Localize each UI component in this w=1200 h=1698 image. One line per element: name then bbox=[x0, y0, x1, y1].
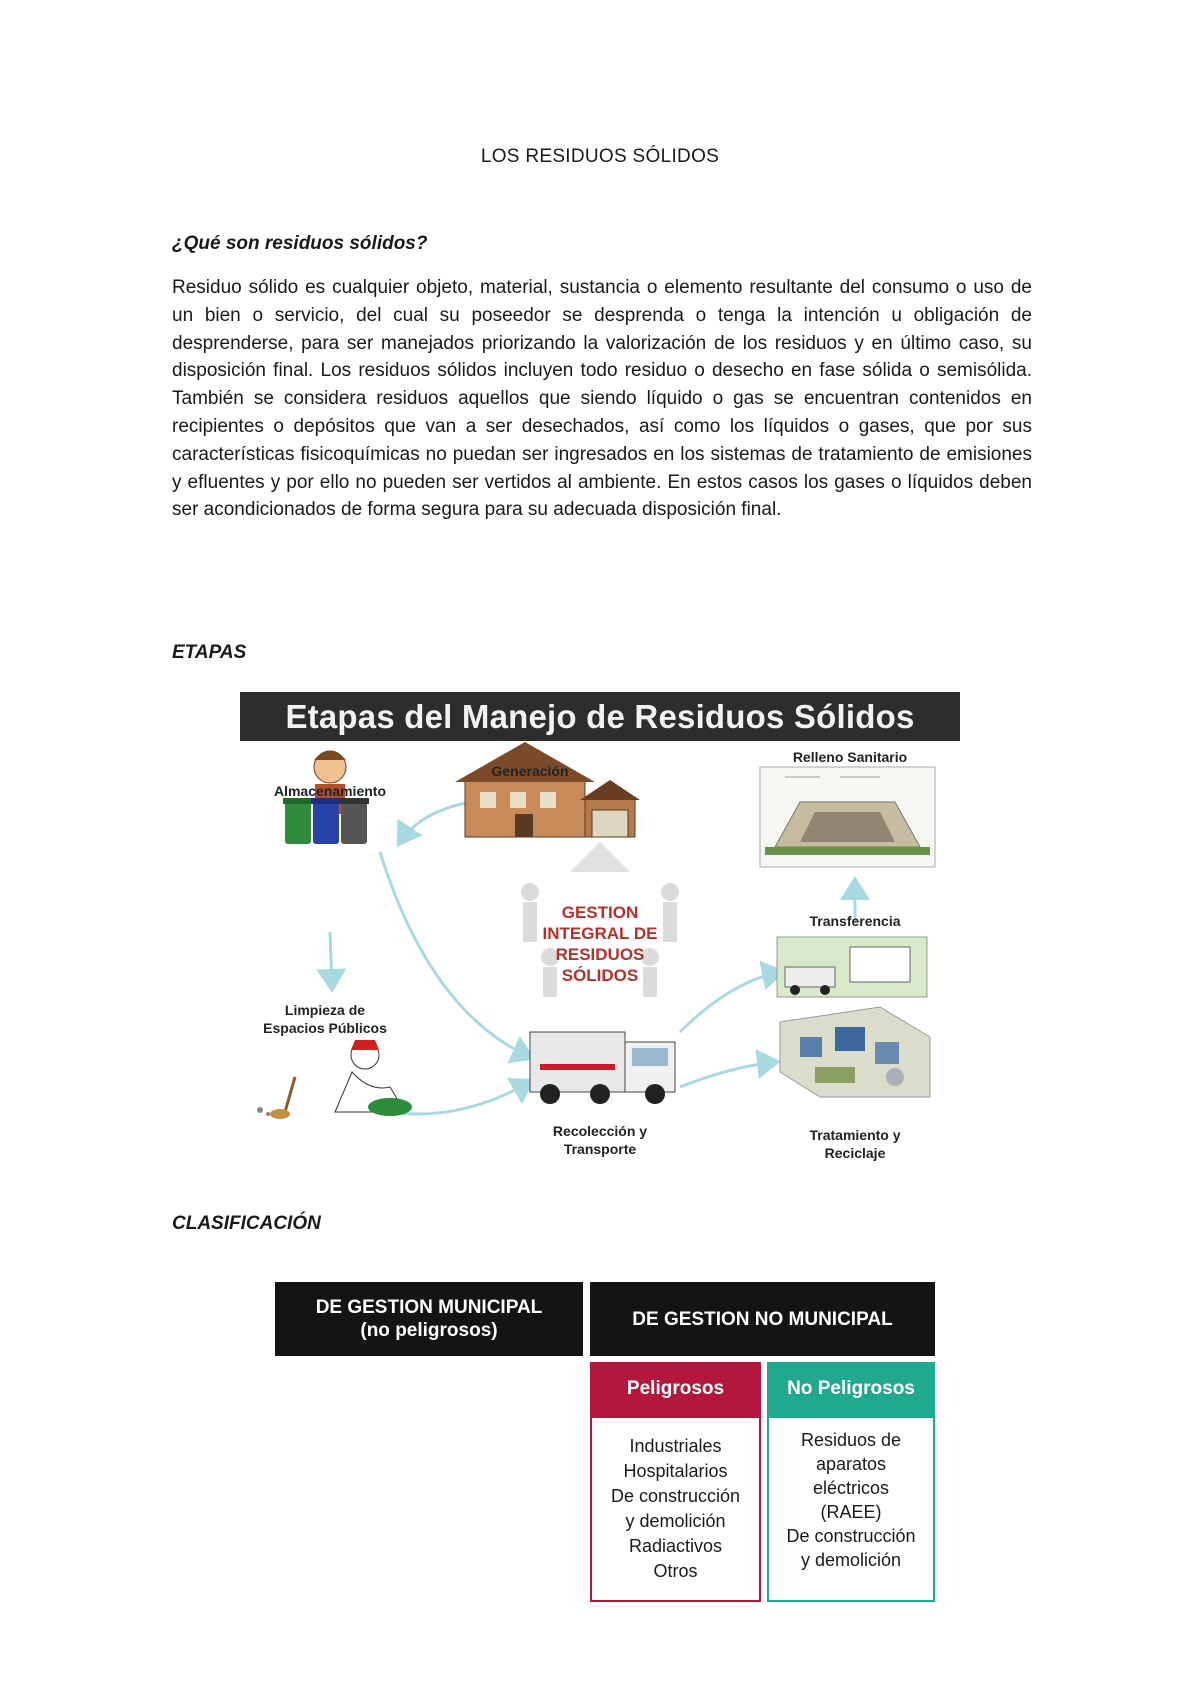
no-peligrosos-list bbox=[767, 1416, 935, 1602]
center-line-4: SÓLIDOS bbox=[561, 966, 639, 985]
transfer-station-icon bbox=[777, 937, 927, 997]
arrow-almacenamiento-limpieza bbox=[330, 932, 332, 987]
landfill-cross-section-icon bbox=[760, 767, 935, 867]
municipal-box bbox=[275, 1282, 583, 1356]
stage-relleno: Relleno Sanitario bbox=[792, 749, 908, 765]
no-peligrosos-item: y demolición bbox=[800, 1550, 902, 1570]
arrow-generacion-almacenamiento bbox=[400, 802, 470, 842]
diagram-title: Etapas del Manejo de Residuos Sólidos bbox=[240, 692, 960, 741]
question-heading: ¿Qué son residuos sólidos? bbox=[172, 233, 428, 254]
stage-tratamiento-line2: Reciclaje bbox=[824, 1145, 886, 1161]
stage-limpieza-line1: Limpieza de bbox=[284, 1002, 366, 1018]
municipal-line2: (no peligrosos) bbox=[360, 1320, 498, 1341]
definition-paragraph: Residuo sólido es cualquier objeto, material, sustancia o elemento resultante del consumo o uso de un bien o servicio, del cual su poseedor se desprenda o tenga la intención u obligación de desprenderse, para ser manejados priorizando la valorización de los residuos y en último caso, su disposición final. Los residuos sólidos incluyen todo residuo o desecho en fase sólida o semisólida. También se considera residuos aquellos que siendo líquido o gas se encuentran contenidos en recipientes o depósitos que van a ser desechados, así como los líquidos o gases, que por sus características fisicoquímicas no puedan ser ingresados en los sistemas de tratamiento de emisiones y efluentes y por ello no pueden ser vertidos al ambiente. En estos casos los gases o líquidos deben ser acondicionados de forma segura para su adecuada disposición final. bbox=[172, 277, 1032, 521]
house-icon bbox=[455, 742, 640, 837]
stage-limpieza-line2: Espacios Públicos bbox=[263, 1020, 387, 1036]
street-cleaning-icon bbox=[257, 1040, 412, 1119]
clasificacion-heading: CLASIFICACIÓN bbox=[172, 1213, 321, 1234]
document-title: LOS RESIDUOS SÓLIDOS bbox=[480, 146, 720, 167]
stage-recoleccion-line1: Recolección y bbox=[552, 1123, 648, 1139]
peligrosos-item: Hospitalarios bbox=[623, 1461, 728, 1481]
stage-recoleccion-line2: Transporte bbox=[563, 1141, 637, 1157]
stage-generacion: Generación bbox=[491, 763, 569, 779]
center-line-1: GESTION bbox=[561, 903, 639, 922]
peligrosos-item: Otros bbox=[653, 1561, 698, 1581]
center-line-2: INTEGRAL DE bbox=[542, 924, 658, 943]
peligrosos-list bbox=[590, 1416, 761, 1602]
garbage-truck-icon bbox=[530, 1032, 675, 1104]
no-peligrosos-header: No Peligrosos bbox=[767, 1362, 935, 1416]
arrow-recoleccion-tratamiento bbox=[680, 1062, 775, 1087]
peligrosos-item: Industriales bbox=[629, 1436, 722, 1456]
no-peligrosos-item: (RAEE) bbox=[820, 1502, 882, 1522]
peligrosos-item: De construcción bbox=[610, 1486, 741, 1506]
no-peligrosos-item: Residuos de bbox=[800, 1430, 902, 1450]
peligrosos-item: Radiactivos bbox=[628, 1536, 723, 1556]
stage-transferencia: Transferencia bbox=[809, 913, 901, 929]
peligrosos-header: Peligrosos bbox=[590, 1362, 761, 1416]
no-peligrosos-item: eléctricos bbox=[812, 1478, 890, 1498]
arrow-recoleccion-transferencia bbox=[680, 972, 780, 1032]
municipal-line1: DE GESTION MUNICIPAL bbox=[315, 1297, 543, 1318]
center-label bbox=[510, 902, 690, 986]
peligrosos-item: y demolición bbox=[625, 1511, 726, 1531]
stages-diagram bbox=[240, 692, 960, 1162]
treatment-plant-icon bbox=[780, 1007, 930, 1097]
no-peligrosos-item: aparatos bbox=[815, 1454, 887, 1474]
no-municipal-box: DE GESTION NO MUNICIPAL bbox=[590, 1282, 935, 1356]
center-line-3: RESIDUOS bbox=[555, 945, 645, 964]
stage-tratamiento-line1: Tratamiento y bbox=[809, 1127, 901, 1143]
stage-almacenamiento: Almacenamiento bbox=[273, 783, 387, 799]
etapas-heading: ETAPAS bbox=[172, 642, 247, 663]
no-peligrosos-item: De construcción bbox=[786, 1526, 916, 1546]
arrow-loop bbox=[380, 852, 530, 1057]
